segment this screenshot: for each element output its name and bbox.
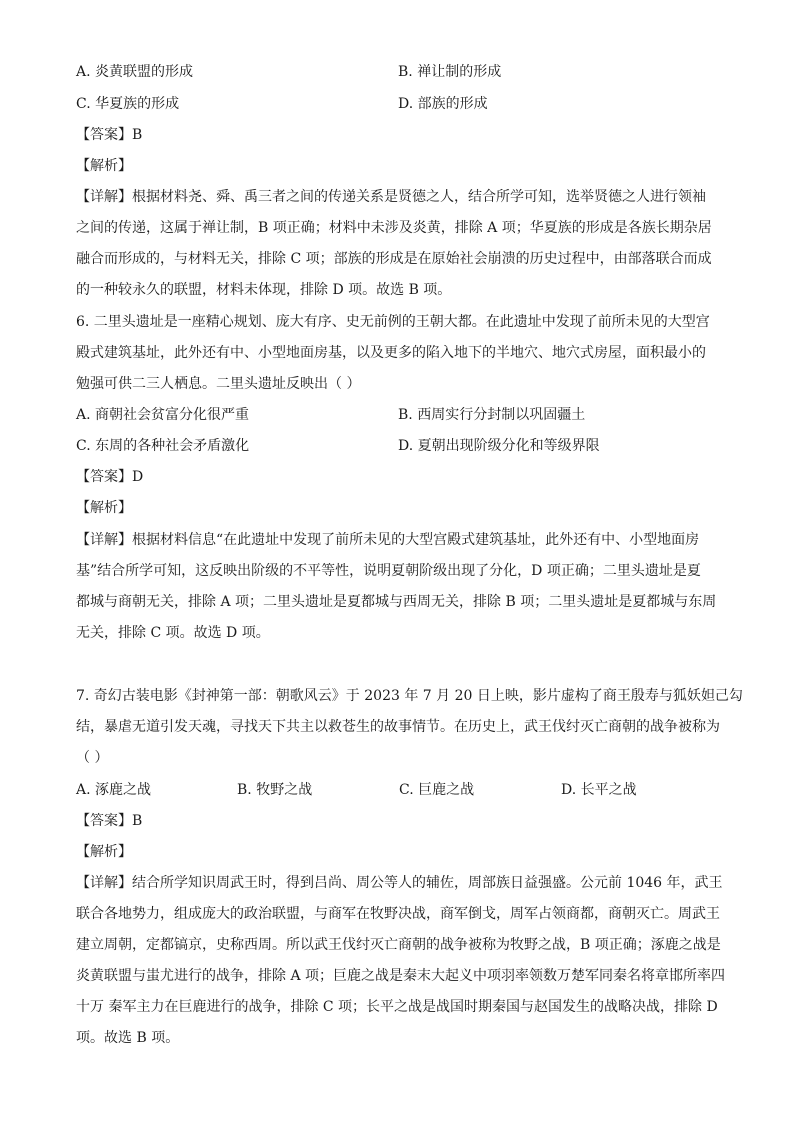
q7-explanation-line: 炎黄联盟与蚩尤进行的战争，排除 A 项；巨鹿之战是秦末大起义中项羽率领数万楚军同秦名将章邯所率四 bbox=[76, 968, 726, 984]
q7-option-d: D. 长平之战 bbox=[561, 782, 637, 798]
q7-explanation-line: 十万 秦军主力在巨鹿进行的战争，排除 C 项；长平之战是战国时期秦国与赵国发生的战略决战，排除 D bbox=[76, 999, 718, 1015]
q6-explanation-line: 【详解】根据材料信息“在此遗址中发现了前所未见的大型宫殿式建筑基址，此外还有中、小型地面房 bbox=[76, 532, 700, 548]
q7-option-b: B. 牧野之战 bbox=[237, 782, 313, 798]
q6-option-b: B. 西周实行分封制以巩固疆土 bbox=[398, 407, 586, 423]
q7-stem-line: 结，暴虐无道引发天魂，寻找天下共主以救苍生的故事情节。在历史上，武王伐纣灭亡商朝的战争被称为 bbox=[76, 719, 720, 735]
q5-option-b: B. 禅让制的形成 bbox=[398, 64, 502, 80]
q7-explanation-line: 联合各地势力，组成庞大的政治联盟，与商军在牧野决战，商军倒戈，周军占领商都，商朝灭亡。周武王 bbox=[76, 906, 720, 922]
q7-explanation-line: 建立周朝，定都镐京，史称西周。所以武王伐纣灭亡商朝的战争被称为牧野之战，B 项正确；涿鹿之战是 bbox=[76, 937, 721, 953]
q7-answer: 【答案】B bbox=[76, 813, 143, 829]
q5-explanation-line: 之间的传递，这属于禅让制，B 项正确；材料中未涉及炎黄，排除 A 项；华夏族的形成是各族长期杂居 bbox=[76, 220, 712, 236]
q6-option-a: A. 商朝社会贫富分化很严重 bbox=[76, 407, 250, 423]
q6-option-d: D. 夏朝出现阶级分化和等级界限 bbox=[398, 438, 600, 454]
q7-stem-line: （ ） bbox=[76, 750, 109, 766]
q7-explanation-line: 项。故选 B 项。 bbox=[76, 1030, 180, 1046]
q6-explanation-line: 无关，排除 C 项。故选 D 项。 bbox=[76, 625, 270, 641]
q5-explanation-line: 的一种较永久的联盟，材料未体现，排除 D 项。故选 B 项。 bbox=[76, 282, 452, 298]
q7-option-a: A. 涿鹿之战 bbox=[76, 782, 152, 798]
q7-option-c: C. 巨鹿之战 bbox=[399, 782, 475, 798]
q5-option-a: A. 炎黄联盟的形成 bbox=[76, 64, 194, 80]
q5-explanation-line: 【详解】根据材料尧、舜、禹三者之间的传递关系是贤德之人，结合所学可知，选举贤德之人进行领袖 bbox=[76, 189, 706, 205]
q6-explanation-line: 都城与商朝无关，排除 A 项；二里头遗址是夏都城与西周无关，排除 B 项；二里头遗址是夏都城与东周 bbox=[76, 594, 717, 610]
q6-explanation-line: 基”结合所学可知，这反映出阶级的不平等性，说明夏朝阶级出现了分化，D 项正确；二里头遗址是夏 bbox=[76, 563, 701, 579]
q5-analysis-label: 【解析】 bbox=[76, 158, 132, 174]
q5-option-c: C. 华夏族的形成 bbox=[76, 96, 180, 112]
q5-answer: 【答案】B bbox=[76, 127, 143, 143]
q7-stem-line: 7. 奇幻古装电影《封神第一部：朝歌风云》于 2023 年 7 月 20 日上映，影片虚构了商王殷寿与狐妖妲己勾 bbox=[76, 688, 743, 704]
q6-option-c: C. 东周的各种社会矛盾激化 bbox=[76, 438, 250, 454]
q6-stem-line: 6. 二里头遗址是一座精心规划、庞大有序、史无前例的王朝大都。在此遗址中发现了前所未见的大型宫 bbox=[76, 314, 710, 330]
q5-option-d: D. 部族的形成 bbox=[398, 96, 488, 112]
q5-explanation-line: 融合而形成的，与材料无关，排除 C 项；部族的形成是在原始社会崩溃的历史过程中，由部落联合而成 bbox=[76, 251, 712, 267]
q6-stem-line: 勉强可供二三人栖息。二里头遗址反映出（ ） bbox=[76, 376, 361, 392]
q6-analysis-label: 【解析】 bbox=[76, 500, 132, 516]
q7-explanation-line: 【详解】结合所学知识周武王时，得到吕尚、周公等人的辅佐，周部族日益强盛。公元前 1046 年，武王 bbox=[76, 875, 723, 891]
q6-answer: 【答案】D bbox=[76, 469, 144, 485]
q6-stem-line: 殿式建筑基址，此外还有中、小型地面房基，以及更多的陷入地下的半地穴、地穴式房屋，面积最小的 bbox=[76, 345, 706, 361]
q7-analysis-label: 【解析】 bbox=[76, 844, 132, 860]
